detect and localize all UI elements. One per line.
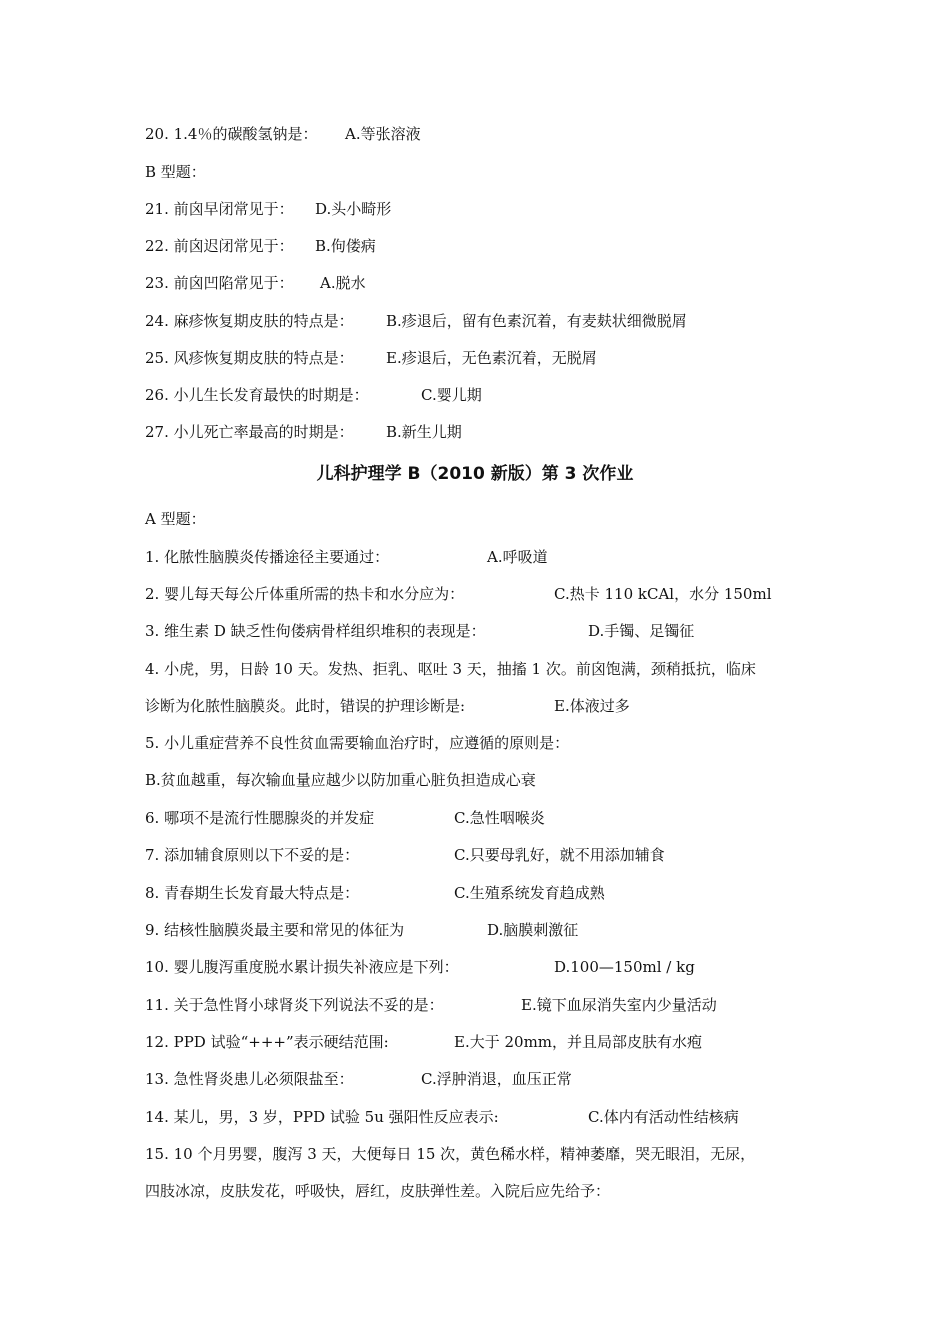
- answer-5: B.贫血越重，每次输血量应越少以防加重心脏负担造成心衰: [145, 771, 536, 789]
- question-12: [145, 1032, 703, 1052]
- answer-text: C.浮肿消退，血压正常: [421, 1070, 572, 1088]
- question-text: 9. 结核性脑膜炎最主要和常见的体征为: [145, 921, 405, 939]
- question-5: 5. 小儿重症营养不良性贫血需要输血治疗时，应遵循的原则是：: [145, 734, 570, 752]
- answer-text: A.脱水: [320, 274, 366, 292]
- question-text: 21. 前囟早闭常见于：: [145, 200, 294, 218]
- answer-text: C.婴儿期: [421, 386, 482, 404]
- question-text: 14. 某儿，男，3 岁，PPD 试验 5u 强阳性反应表示:: [145, 1108, 499, 1126]
- question-3: [145, 621, 695, 641]
- question-text: 13. 急性肾炎患儿必须限盐至：: [145, 1070, 354, 1088]
- answer-text: C.只要母乳好，就不用添加辅食: [454, 846, 665, 864]
- question-text: 25. 风疹恢复期皮肤的特点是：: [145, 349, 354, 367]
- answer-text: D.手镯、足镯征: [588, 622, 695, 640]
- answer-text: D.脑膜刺激征: [487, 921, 579, 939]
- question-4-line2: [145, 696, 630, 716]
- question-24: [145, 311, 687, 331]
- answer-text: E.体液过多: [554, 697, 630, 715]
- answer-text: B.佝偻病: [315, 237, 376, 255]
- answer-text: A.等张溶液: [345, 125, 421, 143]
- answer-text: C.热卡 110 kCAl，水分 150ml: [554, 585, 772, 603]
- question-text: 27. 小儿死亡率最高的时期是：: [145, 423, 354, 441]
- question-text: 3. 维生素 D 缺乏性佝偻病骨样组织堆积的表现是：: [145, 622, 486, 640]
- question-7: [145, 845, 665, 865]
- question-text: 26. 小儿生长发育最快的时期是：: [145, 386, 369, 404]
- question-27: [145, 422, 462, 442]
- question-23: [145, 273, 366, 293]
- section-a-type-label: A 型题：: [145, 510, 206, 528]
- question-15-line1: 15. 10 个月男婴，腹泻 3 天，大便每日 15 次，黄色稀水样，精神萎靡，哭无眼泪，无尿，: [145, 1145, 756, 1163]
- question-1: [145, 547, 548, 567]
- question-text: 7. 添加辅食原则以下不妥的是：: [145, 846, 360, 864]
- answer-text: C.生殖系统发育趋成熟: [454, 884, 605, 902]
- question-text: 24. 麻疹恢复期皮肤的特点是：: [145, 312, 354, 330]
- question-text: 8. 青春期生长发育最大特点是：: [145, 884, 360, 902]
- question-14: [145, 1107, 739, 1127]
- question-text: 1. 化脓性脑膜炎传播途径主要通过：: [145, 548, 390, 566]
- question-25: [145, 348, 597, 368]
- answer-text: B.新生儿期: [386, 423, 462, 441]
- answer-text: E.疹退后，无色素沉着，无脱屑: [386, 349, 597, 367]
- answer-text: D.100—150ml / kg: [554, 958, 695, 976]
- answer-text: B.疹退后，留有色素沉着，有麦麸状细微脱屑: [386, 312, 687, 330]
- answer-text: D.头小畸形: [315, 200, 392, 218]
- question-text: 23. 前囟凹陷常见于：: [145, 274, 294, 292]
- section-title: 儿科护理学 B（2010 新版）第 3 次作业: [316, 464, 634, 484]
- answer-text: C.急性咽喉炎: [454, 809, 545, 827]
- question-text: 22. 前囟迟闭常见于：: [145, 237, 294, 255]
- question-4-line1: 4. 小虎，男，日龄 10 天。发热、拒乳、呕吐 3 天，抽搐 1 次。前囟饱满，颈稍抵抗，临床: [145, 660, 756, 678]
- question-15-line2: 四肢冰凉，皮肤发花，呼吸快，唇红，皮肤弹性差。入院后应先给予：: [145, 1182, 611, 1200]
- question-20: [145, 124, 421, 144]
- question-text: 20. 1.4％的碳酸氢钠是：: [145, 125, 318, 143]
- answer-text: A.呼吸道: [487, 548, 548, 566]
- question-21: [145, 199, 392, 219]
- question-text: 12. PPD 试验“+++”表示硬结范围:: [145, 1033, 389, 1051]
- question-11: [145, 995, 717, 1015]
- question-text: 11. 关于急性肾小球肾炎下列说法不妥的是：: [145, 996, 444, 1014]
- question-text: 6. 哪项不是流行性腮腺炎的并发症: [145, 809, 375, 827]
- question-13: [145, 1069, 572, 1089]
- question-22: [145, 236, 376, 256]
- answer-text: E.镜下血尿消失室内少量活动: [521, 996, 717, 1014]
- question-2: [145, 584, 772, 604]
- question-text: 10. 婴儿腹泻重度脱水累计损失补液应是下列：: [145, 958, 459, 976]
- question-9: [145, 920, 579, 940]
- question-text: 诊断为化脓性脑膜炎。此时，错误的护理诊断是:: [145, 697, 466, 715]
- answer-text: C.体内有活动性结核病: [588, 1108, 739, 1126]
- question-10: [145, 957, 695, 977]
- question-text: 2. 婴儿每天每公斤体重所需的热卡和水分应为：: [145, 585, 465, 603]
- question-26: [145, 385, 482, 405]
- section-b-type-label: B 型题：: [145, 163, 206, 181]
- question-8: [145, 883, 605, 903]
- question-6: [145, 808, 545, 828]
- answer-text: E.大于 20mm，并且局部皮肤有水疱: [454, 1033, 703, 1051]
